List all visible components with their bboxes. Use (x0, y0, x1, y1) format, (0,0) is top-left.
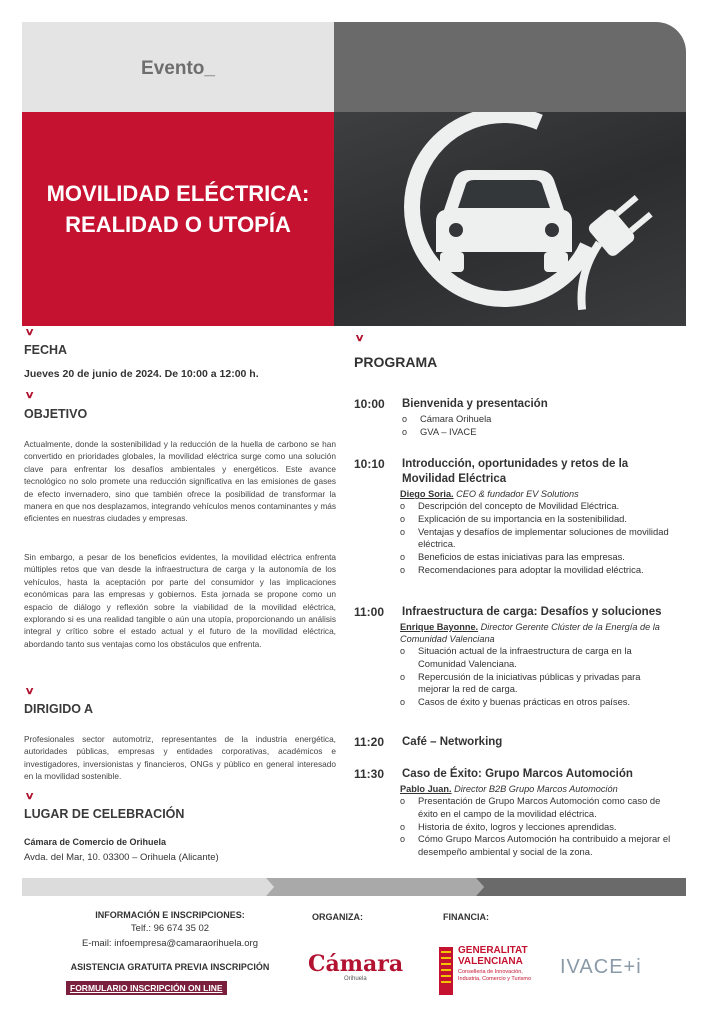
list-item: o Presentación de Grupo Marcos Automoción como caso de éxito en el campo de la movilidad eléctrica. (400, 795, 676, 821)
chevron-down-icon: ∨ (24, 390, 35, 401)
info-title: INFORMACIÓN E INSCRIPCIONES: (95, 910, 245, 920)
programa-item-2 (354, 457, 684, 577)
gva-logo-line-4: Industria, Comercio y Turismo (458, 976, 532, 982)
ev-charging-icon (334, 112, 686, 326)
camara-logo-text: Cámara (308, 951, 404, 977)
programa-subitems (400, 645, 670, 709)
programa-item-3 (354, 605, 684, 709)
programa-title: Café – Networking (402, 736, 503, 748)
programa-subitems (400, 795, 676, 859)
programa-title: Bienvenida y presentación (402, 398, 548, 410)
programa-subitems (400, 500, 686, 577)
ev-charging-photo (334, 112, 686, 326)
decorative-band (22, 878, 686, 896)
objetivo-paragraph-1: Actualmente, donde la sostenibilidad y la reducción de la huella de carbono se han convertido en prioridades globales, la movilidad eléctrica surge como una solución clave para enfrentar los desafíos ambientales y energéticos. Este avance tecnológico no solo promete una reducción significativa en las emisiones de gases de efecto invernadero, sino que también ofrece la posibilidad de transformar la manera en que nos desplazamos, integrando vehículos menos contaminantes y más eficientes en nuestras ciudades y empresas. (24, 439, 336, 524)
programa-heading: PROGRAMA (354, 354, 438, 370)
programa-item-1 (354, 397, 684, 439)
programa-speaker (400, 621, 686, 645)
programa-title: Introducción, oportunidades y retos de la Movilidad Eléctrica (402, 458, 629, 485)
lugar-name: Cámara de Comercio de Orihuela (24, 837, 167, 847)
lugar-address: Avda. del Mar, 10. 03300 – Orihuela (Alicante) (24, 852, 219, 863)
list-item: o Historia de éxito, logros y lecciones aprendidas. (400, 821, 676, 834)
fecha-text: Jueves 20 de junio de 2024. De 10:00 a 12:00 h. (24, 368, 259, 380)
fecha-heading: FECHA (24, 343, 68, 357)
speaker-role: Director B2B Grupo Marcos Automoción (451, 784, 618, 794)
info-phone: Telf.: 96 674 35 02 (130, 923, 210, 934)
programa-time: 10:00 (354, 397, 385, 411)
gva-logo-line-3: Conselleria de Innovación, (458, 969, 523, 975)
programa-speaker (400, 783, 684, 795)
objetivo-heading: OBJETIVO (24, 407, 88, 421)
list-item: o Cámara Orihuela (402, 413, 684, 426)
programa-title: Caso de Éxito: Grupo Marcos Automoción (402, 768, 633, 780)
programa-subitems (402, 413, 684, 439)
title-line-2: REALIDAD O UTOPÍA (65, 212, 291, 237)
asistencia-text: ASISTENCIA GRATUITA PREVIA INSCRIPCIÓN (70, 962, 270, 972)
ivace-logo: IVACE+i (560, 956, 642, 978)
list-item: o Explicación de su importancia en la sostenibilidad. (400, 513, 686, 526)
gva-logo-line-1: GENERALITAT (458, 945, 528, 956)
camara-logo (308, 952, 414, 982)
list-item: o Cómo Grupo Marcos Automoción ha contribuido a mejorar el desempeño ambiental y social de la zona. (400, 833, 676, 859)
objetivo-paragraph-2: Sin embargo, a pesar de los beneficios evidentes, la movilidad eléctrica enfrenta múltiples retos que van desde la infraestructura de carga y la autonomía de los vehículos, hasta la aceptación por parte del consumidor y las implicaciones económicas para las empresas y gobiernos. Esta jornada se propone como un espacio de diálogo y reflexión sobre la viabilidad de la movilidad eléctrica, explorando si es una realidad tangible o aún una utopía, proporcionando un análisis integral y crítico sobre el estado actual y el futuro de la movilidad eléctrica, abordando tanto sus ventajas como los obstáculos que enfrenta. (24, 552, 336, 649)
financia-label: FINANCIA: (443, 912, 489, 922)
info-email[interactable]: E-mail: infoempresa@camaraorihuela.org (82, 938, 258, 949)
speaker-role: CEO & fundador EV Solutions (453, 489, 579, 499)
gva-logo (438, 945, 548, 997)
dirigido-text: Profesionales sector automotriz, representantes de la industria energética, autoridades públicas, empresas y entidades corporativas, académicos e investigadores, inversionistas y financieros, ONGs y público en general interesado en la movilidad sostenible. (24, 734, 336, 782)
chevron-down-icon: ∨ (24, 686, 35, 697)
programa-time: 11:20 (354, 735, 385, 749)
organiza-label: ORGANIZA: (312, 912, 363, 922)
registration-form-link[interactable]: FORMULARIO INSCRIPCIÓN ON LINE (66, 981, 227, 995)
lugar-heading: LUGAR DE CELEBRACIÓN (24, 807, 185, 821)
list-item: o Repercusión de la iniciativas públicas y privadas para mejorar la red de carga. (400, 671, 670, 697)
list-item: o Ventajas y desafíos de implementar soluciones de movilidad eléctrica. (400, 526, 686, 552)
speaker-name: Enrique Bayonne. (400, 622, 479, 632)
programa-speaker (400, 488, 684, 500)
header-dark-panel (334, 22, 686, 112)
chevron-down-icon: ∨ (24, 791, 35, 802)
list-item: o Descripción del concepto de Movilidad Eléctrica. (400, 500, 686, 513)
speaker-name: Pablo Juan. (400, 784, 452, 794)
gva-shield-icon (438, 945, 454, 997)
list-item: o Recomendaciones para adoptar la movilidad eléctrica. (400, 564, 686, 577)
event-tag: Evento_ (141, 58, 215, 79)
title-line-1: MOVILIDAD ELÉCTRICA: (46, 181, 310, 206)
speaker-name: Diego Soria. (400, 489, 454, 499)
camara-logo-sub: Orihuela (344, 976, 367, 982)
list-item: o Situación actual de la infraestructura de carga en la Comunidad Valenciana. (400, 645, 670, 671)
programa-title: Infraestructura de carga: Desafíos y soluciones (402, 606, 662, 618)
list-item: o Casos de éxito y buenas prácticas en otros países. (400, 696, 670, 709)
list-item: o GVA – IVACE (402, 426, 684, 439)
dirigido-heading: DIRIGIDO A (24, 702, 93, 716)
programa-time: 10:10 (354, 457, 385, 471)
programa-time: 11:00 (354, 605, 385, 619)
programa-item-5 (354, 767, 684, 859)
speaker-role: Director Gerente Clúster de la Energía de la Comunidad Valenciana (400, 622, 660, 644)
chevron-down-icon: ∨ (354, 333, 365, 344)
programa-time: 11:30 (354, 767, 385, 781)
programa-item-4 (354, 735, 684, 750)
page-title (22, 178, 334, 240)
chevron-down-icon: ∨ (24, 327, 35, 338)
list-item: o Beneficios de estas iniciativas para las empresas. (400, 551, 686, 564)
gva-logo-line-2: VALENCIANA (458, 956, 523, 967)
